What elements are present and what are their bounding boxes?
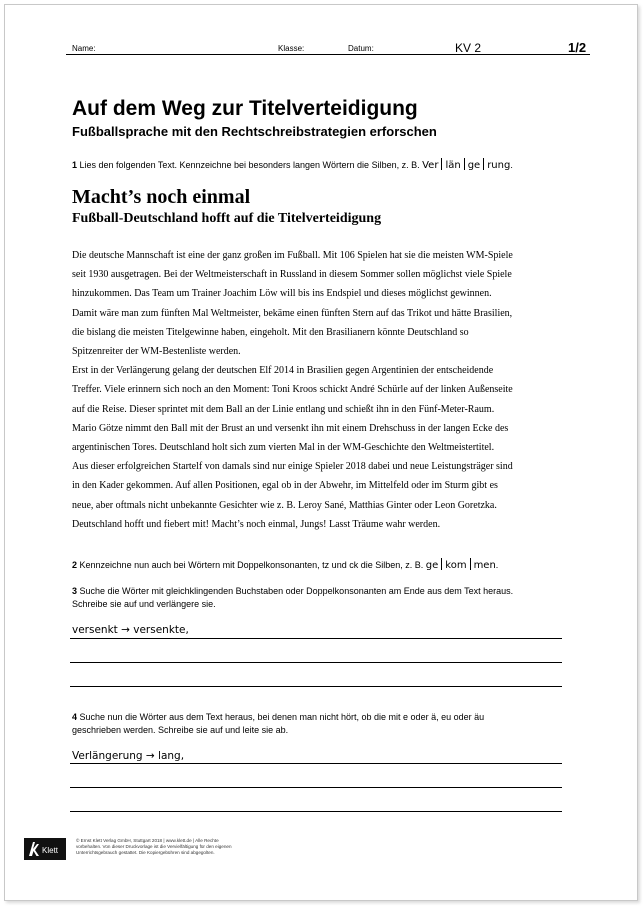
- name-label: Name:: [72, 44, 96, 53]
- syllable-divider: [464, 158, 465, 170]
- task-2: [72, 558, 498, 572]
- task-3-line-2: Schreibe sie auf und verlängere sie.: [72, 599, 216, 609]
- article-line: Mario Götze nimmt den Ball mit der Brust an und versenkt ihn mit einem Drehschuss in der langen Ecke des: [72, 422, 509, 434]
- task-1: [72, 158, 513, 172]
- syllable: ge: [425, 560, 439, 571]
- article-line: Damit wäre man zum fünften Mal Weltmeister, bekäme einen fünften Stern auf das Trikot und hätte Brasilien,: [72, 307, 513, 319]
- page-title: Auf dem Weg zur Titelverteidigung: [72, 97, 418, 120]
- writing-line[interactable]: [70, 763, 562, 764]
- article-line: Erst in der Verlängerung gelang der deutschen Elf 2014 in Brasilien gegen Argentinien der entscheidende: [72, 365, 494, 377]
- task-4-line-2: geschrieben werden. Schreibe sie auf und leite sie ab.: [72, 725, 289, 735]
- article-line: in den Kader gekommen. Auf allen Positionen, egal ob in der Abwehr, im Mittelfeld oder im Sturm gibt es: [72, 480, 498, 492]
- copyright-notice: [76, 838, 232, 856]
- task-3-example-answer: versenkt → versenkte,: [72, 624, 189, 636]
- article-body: [72, 246, 572, 534]
- header-rule: [66, 54, 590, 55]
- writing-line[interactable]: [70, 811, 562, 812]
- syllable: län: [445, 160, 461, 171]
- task-4: [72, 711, 484, 737]
- article-line: Die deutsche Mannschaft ist eine der ganz großen im Fußball. Mit 106 Spielen hat sie die meisten WM-Spiele: [72, 250, 513, 261]
- syllable: men: [473, 560, 496, 571]
- task-3-number: 3: [72, 586, 78, 596]
- syllable: ge: [467, 160, 481, 171]
- task-1-text: Lies den folgenden Text. Kennzeichne bei besonders langen Wörtern die Silben, z. B.: [79, 160, 420, 170]
- writing-line[interactable]: [70, 787, 562, 788]
- task-4-number: 4: [72, 712, 78, 722]
- copyright-line: © Ernst Klett Verlag GmbH, Stuttgart 2018 | www.klett.de | Alle Rechte: [76, 838, 219, 843]
- syllable-example-1: [422, 160, 510, 171]
- article-line: Deutschland hofft und fiebert mit! Macht’s noch einmal, Jungs! Lasst Träume wahr werden.: [72, 518, 441, 530]
- task-4-line-1: Suche nun die Wörter aus dem Text heraus, bei denen man nicht hört, ob die mit e oder ä, eu oder äu: [79, 712, 485, 722]
- task-2-number: 2: [72, 560, 78, 570]
- article-line: neue, aber oftmals nicht unbekannte Gesichter wie z. B. Leroy Sané, Matthias Ginter oder Leon Goretzka.: [72, 499, 497, 511]
- article-line: Treffer. Viele erinnern sich noch an den Moment: Toni Kroos schickt André Schürle auf der linken Außenseite: [72, 384, 513, 396]
- syllable: kom: [445, 560, 467, 571]
- article-line: hinzukommen. Das Team um Trainer Joachim Löw will bis ins Endspiel und dieses möglichst gewinnen.: [72, 288, 492, 300]
- syllable-divider: [483, 158, 484, 170]
- syllable-divider: [441, 158, 442, 170]
- klett-logo-text: Klett: [42, 846, 59, 855]
- article-line: Spitzenreiter der WM-Bestenliste werden.: [72, 346, 241, 358]
- klett-logo: [24, 838, 66, 860]
- article-line: argentinischen Tores. Deutschland holt sich zum vierten Mal in der WM-Geschichte den Weltmeistertitel.: [72, 442, 495, 454]
- article-line: auf die Reise. Dieser sprintet mit dem Ball an der Linie entlang und schießt ihn in den Fünf-Meter-Raum.: [72, 403, 495, 415]
- task-1-number: 1: [72, 160, 78, 170]
- article-line: Aus dieser erfolgreichen Startelf von damals sind nur einige Spieler 2018 dabei und neue Leistungsträger sind: [72, 461, 513, 473]
- task-3-line-1: Suche die Wörter mit gleichklingenden Buchstaben oder Doppelkonsonanten am Ende aus dem Text heraus.: [79, 586, 514, 596]
- syllable-divider: [470, 558, 471, 570]
- copyright-line: Unterrichtsgebrauch gestattet. Die Kopiergebühren sind abgegolten.: [76, 850, 215, 855]
- page-subtitle: Fußballsprache mit den Rechtschreibstrategien erforschen: [72, 124, 437, 139]
- article-title: Macht’s noch einmal: [72, 186, 251, 208]
- class-label: Klasse:: [278, 44, 305, 53]
- task-1-end: .: [510, 160, 513, 170]
- syllable-example-2: [426, 560, 496, 571]
- writing-line[interactable]: [70, 686, 562, 687]
- writing-line[interactable]: [70, 662, 562, 663]
- kv-label: KV 2: [455, 41, 482, 55]
- copyright-line: vorbehalten. Von dieser Druckvorlage ist die Vervielfältigung für den eigenen: [76, 844, 232, 849]
- page-number: 1/2: [568, 40, 587, 55]
- task-4-example-answer: Verlängerung → lang,: [72, 750, 185, 762]
- task-2-end: .: [495, 560, 499, 570]
- writing-line[interactable]: [70, 638, 562, 639]
- article-line: die bislang die meisten Titelgewinne haben, eingeholt. Mit den Brasilianern könnte Deutschland so: [72, 326, 469, 338]
- article-line: seit 1930 ausgetragen. Bei der Weltmeisterschaft in Russland in diesem Sommer sollen möglichst viele Spiele: [72, 269, 512, 281]
- date-label: Datum:: [348, 44, 374, 53]
- syllable: rung: [487, 160, 511, 171]
- syllable: Ver: [422, 160, 439, 171]
- task-2-text: Kennzeichne nun auch bei Wörtern mit Doppelkonsonanten, tz und ck die Silben, z. B.: [79, 560, 424, 570]
- task-3: [72, 585, 513, 611]
- article-subtitle: Fußball-Deutschland hofft auf die Titelverteidigung: [72, 211, 382, 226]
- syllable-divider: [441, 558, 442, 570]
